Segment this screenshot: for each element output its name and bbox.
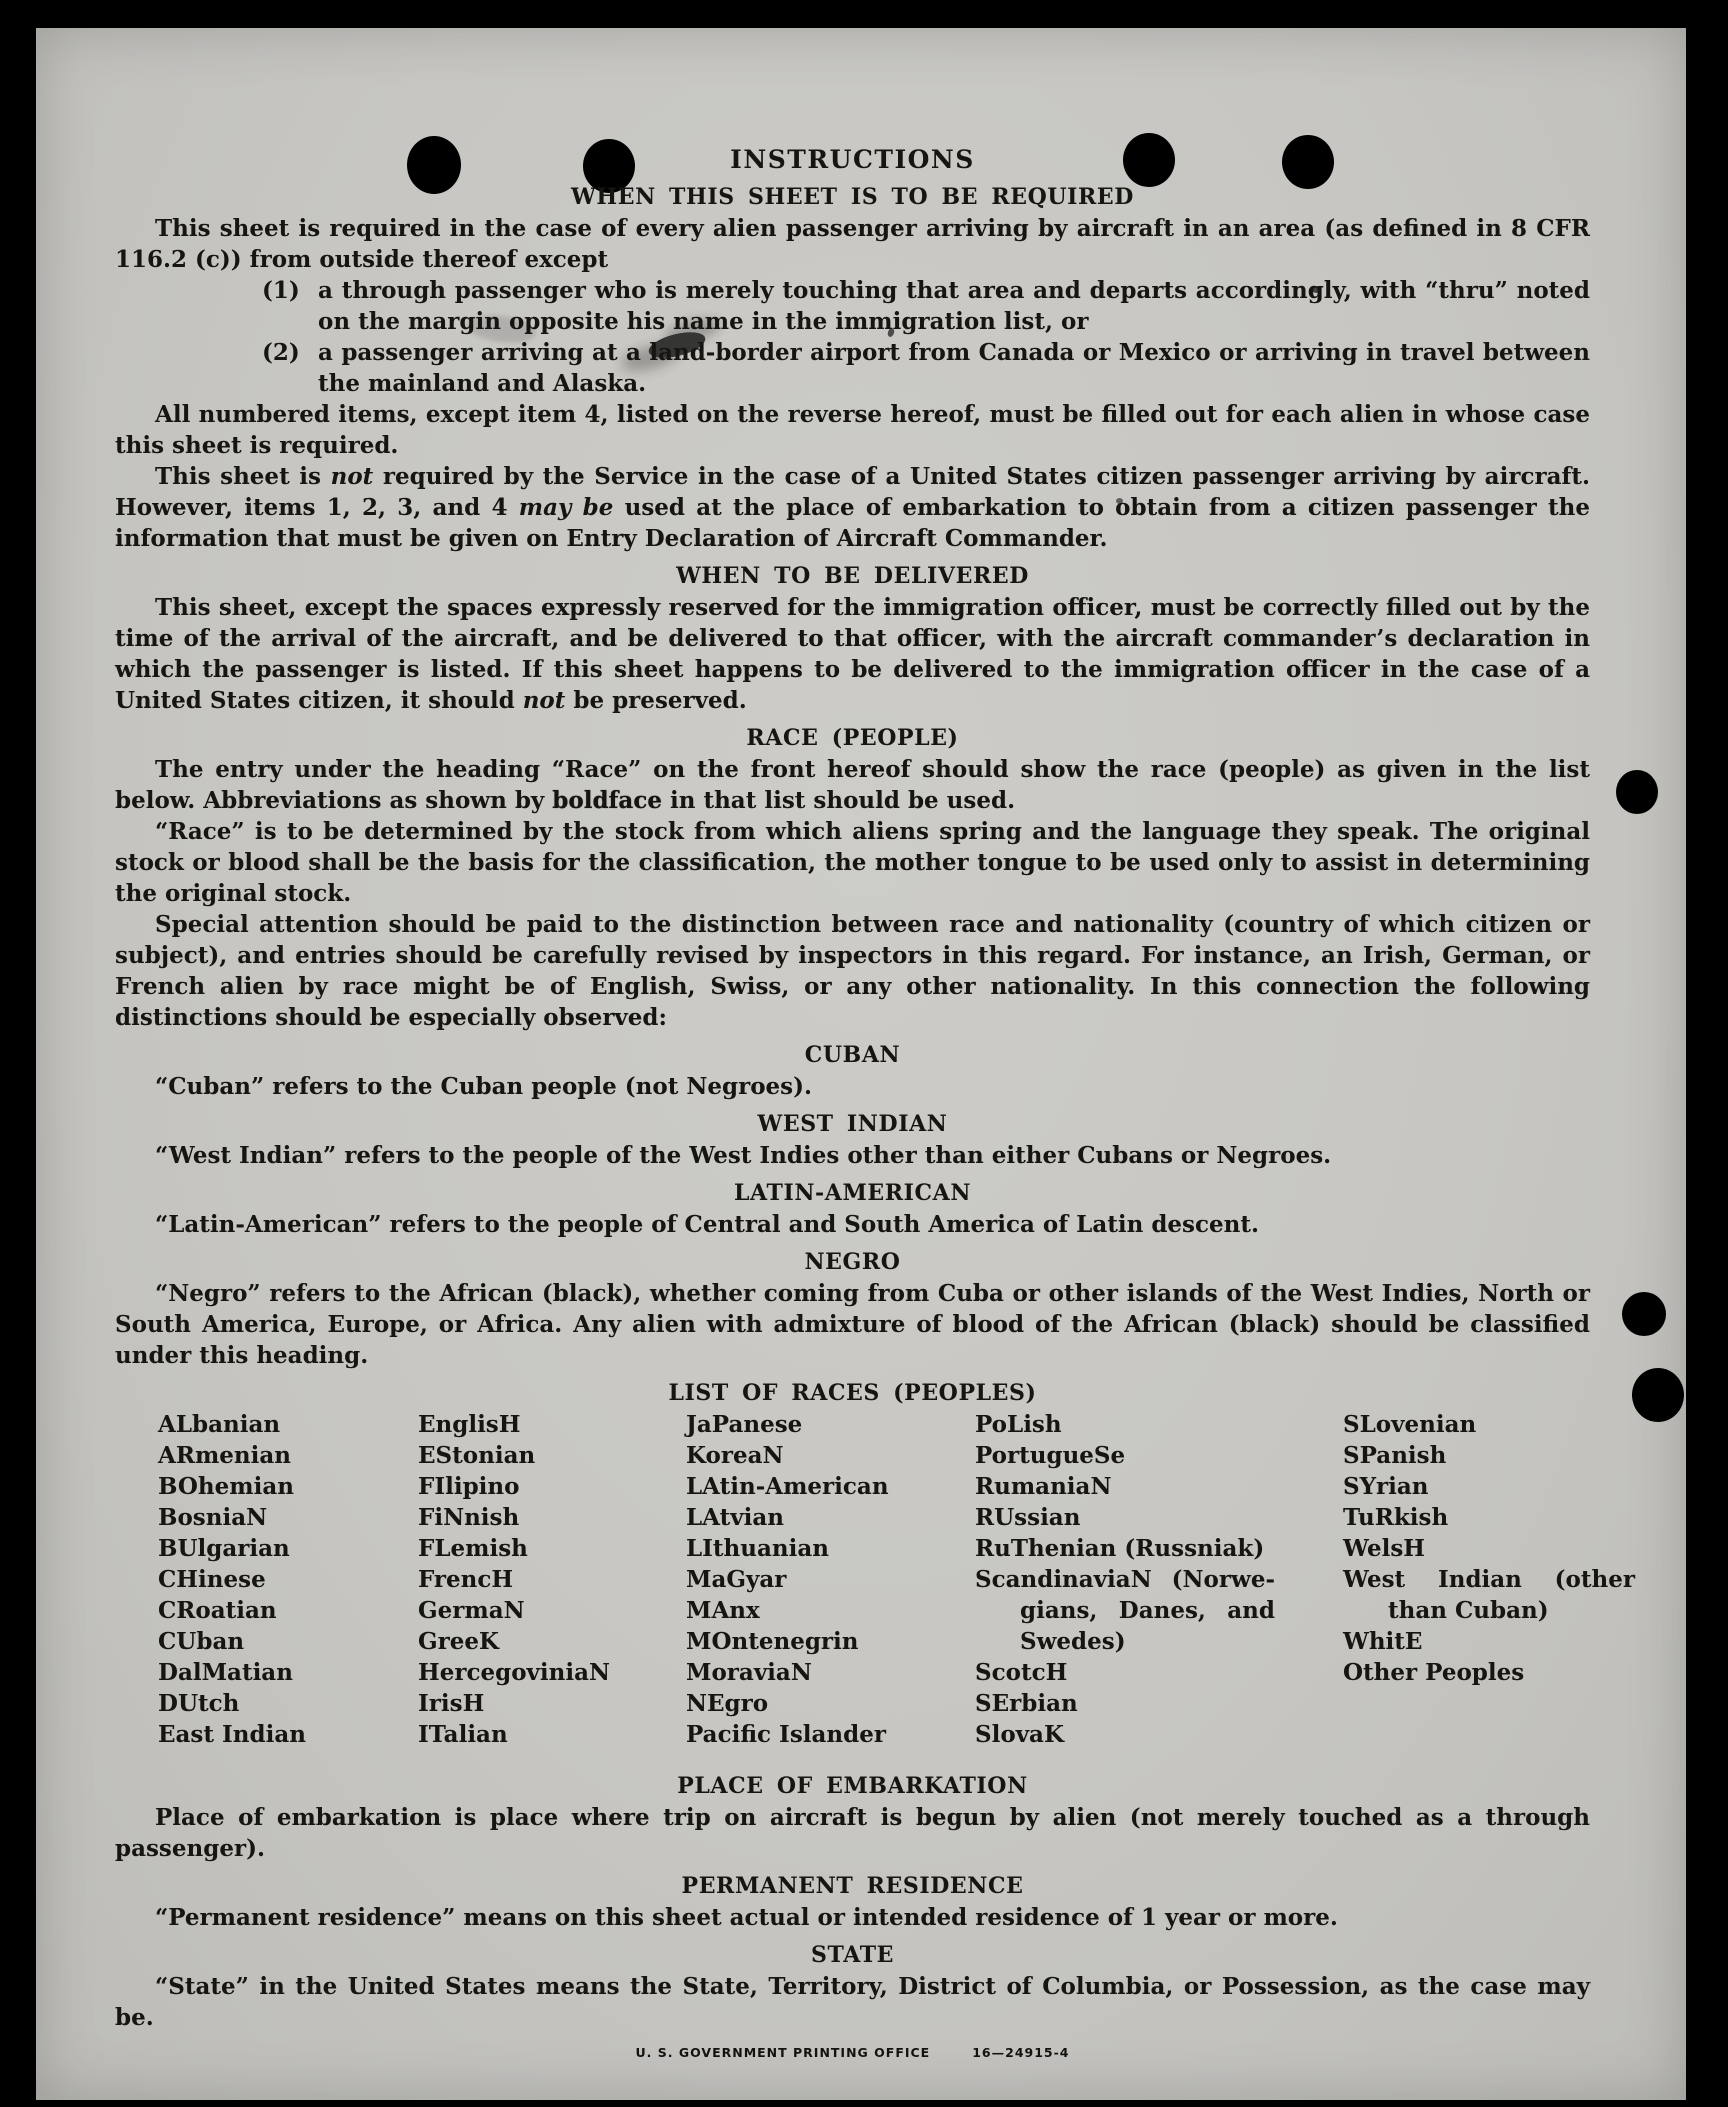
race-item: ScotcH: [975, 1659, 1068, 1686]
race-item: SlovaK: [975, 1721, 1064, 1748]
list-item-1: [115, 275, 1590, 337]
printing-office-code: 16—24915-4: [972, 2045, 1070, 2060]
heading-when-required: WHEN THIS SHEET IS TO BE REQUIRED: [571, 184, 1134, 210]
race-item: CUban: [158, 1628, 245, 1655]
race-item: East Indian: [158, 1721, 306, 1748]
race-item: EStonian: [418, 1442, 536, 1469]
race-item: RuThenian (Russniak): [975, 1535, 1265, 1562]
race-list: [115, 1409, 1635, 1761]
race-item: MAnx: [686, 1597, 760, 1624]
race-item: FiNnish: [418, 1504, 520, 1531]
race-item: GreeK: [418, 1628, 500, 1655]
race-item: KoreaN: [686, 1442, 784, 1469]
race-column-3: [686, 1409, 971, 1750]
race-item: LAtvian: [686, 1504, 784, 1531]
paragraph-numbered-items: All numbered items, except item 4, listed on the reverse hereof, must be filled out for each alien in whose case this sheet is required.: [115, 401, 1590, 459]
paragraph-state: “State” in the United States means the State, Territory, District of Columbia, or Possession, as the case may be.: [115, 1973, 1590, 2031]
punch-hole-icon: [1632, 1368, 1684, 1422]
paragraph-race-nationality: Special attention should be paid to the distinction between race and nationality (country of which citizen or subject), and entries should be carefully revised by inspectors in this regard. For instance, an Irish, German, or French alien by race might be of English, Swiss, or any other nationality. In this connection the following distinctions should be especially observed:: [115, 911, 1590, 1031]
race-column-4: [975, 1409, 1275, 1750]
heading-west-indian: WEST INDIAN: [757, 1111, 948, 1137]
race-item: FrencH: [418, 1566, 514, 1593]
race-column-2: [418, 1409, 676, 1750]
race-column-5: [1343, 1409, 1635, 1688]
race-item: Other Peoples: [1343, 1659, 1525, 1686]
paragraph-not-required: This sheet is not required by the Service in the case of a United States citizen passenger arriving by aircraft. However, items 1, 2, 3, and 4 may be used at the place of embarkation to obtain from a citizen passenger the information that must be given on Entry Declaration of Aircraft Commander.: [115, 463, 1590, 552]
race-item: MOntenegrin: [686, 1628, 859, 1655]
paragraph-race-stock: “Race” is to be determined by the stock from which aliens spring and the language they speak. The original stock or blood shall be the basis for the classification, the mother tongue to be used only to assist in determining the original stock.: [115, 818, 1590, 907]
paragraph-latin-american: “Latin-American” refers to the people of Central and South America of Latin descent.: [155, 1211, 1259, 1238]
heading-latin-american: LATIN-AMERICAN: [733, 1180, 972, 1206]
race-item: ScandinaviaN (Norwegians, Danes, and Swedes): [975, 1566, 1275, 1655]
race-item: IrisH: [418, 1690, 485, 1717]
heading-race-people: RACE (PEOPLE): [746, 725, 959, 751]
race-item: LAtin-American: [686, 1473, 889, 1500]
list-item-2-text: a passenger arriving at a land-border airport from Canada or Mexico or arriving in travel between the mainland and Alaska.: [318, 339, 1590, 397]
paragraph-permanent-residence: “Permanent residence” means on this sheet actual or intended residence of 1 year or more.: [155, 1904, 1338, 1931]
page-title: INSTRUCTIONS: [730, 145, 975, 174]
race-item: HercegoviniaN: [418, 1659, 611, 1686]
punch-hole-icon: [1622, 1292, 1666, 1336]
document-page: [36, 28, 1686, 2100]
race-item: PortugueSe: [975, 1442, 1126, 1469]
heading-negro: NEGRO: [804, 1249, 901, 1275]
race-item: DUtch: [158, 1690, 240, 1717]
race-item: SLovenian: [1343, 1411, 1477, 1438]
race-item: EnglisH: [418, 1411, 521, 1438]
race-item: SPanish: [1343, 1442, 1447, 1469]
paragraph-when-delivered: This sheet, except the spaces expressly reserved for the immigration officer, must be correctly filled out by the time of the arrival of the aircraft, and be delivered to that officer, with the aircraft commander’s declaration in which the passenger is listed. If this sheet happens to be delivered to the immigration officer in the case of a United States citizen, it should not be preserved.: [115, 594, 1590, 714]
race-item: DalMatian: [158, 1659, 293, 1686]
heading-list-of-races: LIST OF RACES (PEOPLES): [668, 1380, 1037, 1406]
race-item: MaGyar: [686, 1566, 787, 1593]
heading-state: STATE: [810, 1942, 895, 1968]
document-content: [115, 28, 1635, 2068]
heading-when-delivered: WHEN TO BE DELIVERED: [676, 563, 1029, 589]
race-item: West Indian (other than Cuban): [1343, 1566, 1635, 1624]
printing-office-imprint: [115, 2037, 1590, 2068]
race-item: NEgro: [686, 1690, 769, 1717]
race-item: ITalian: [418, 1721, 508, 1748]
race-item: WelsH: [1343, 1535, 1426, 1562]
race-item: ARmenian: [158, 1442, 292, 1469]
paragraph-west-indian: “West Indian” refers to the people of the West Indies other than either Cubans or Negroes.: [155, 1142, 1332, 1169]
heading-permanent-residence: PERMANENT RESIDENCE: [681, 1873, 1024, 1899]
race-item: Pacific Islander: [686, 1721, 886, 1748]
printing-office-text: U. S. GOVERNMENT PRINTING OFFICE: [635, 2045, 931, 2060]
list-item-1-number: (1): [262, 277, 300, 304]
race-item: SYrian: [1343, 1473, 1429, 1500]
race-item: LIthuanian: [686, 1535, 829, 1562]
race-item: CHinese: [158, 1566, 266, 1593]
paragraph-required-intro: This sheet is required in the case of every alien passenger arriving by aircraft in an area (as defined in 8 CFR 116.2 (c)) from outside thereof except: [115, 215, 1590, 273]
paragraph-embarkation: Place of embarkation is place where trip on aircraft is begun by alien (not merely touched as a through passenger).: [115, 1804, 1590, 1862]
race-item: SErbian: [975, 1690, 1078, 1717]
paragraph-race-entry: The entry under the heading “Race” on the front hereof should show the race (people) as given in the list below. Abbreviations as shown by boldface in that list should be used.: [115, 756, 1590, 814]
race-column-1: [158, 1409, 408, 1750]
paragraph-cuban: “Cuban” refers to the Cuban people (not Negroes).: [155, 1073, 813, 1100]
race-item: MoraviaN: [686, 1659, 812, 1686]
race-item: FLemish: [418, 1535, 528, 1562]
race-item: BUlgarian: [158, 1535, 290, 1562]
race-item: ALbanian: [158, 1411, 281, 1438]
list-item-2-number: (2): [262, 339, 300, 366]
race-item: GermaN: [418, 1597, 525, 1624]
race-item: RUssian: [975, 1504, 1081, 1531]
punch-hole-icon: [1616, 770, 1658, 814]
race-item: CRoatian: [158, 1597, 277, 1624]
paragraph-negro: “Negro” refers to the African (black), whether coming from Cuba or other islands of the West Indies, North or South America, Europe, or Africa. Any alien with admixture of blood of the African (black) should be classified under this heading.: [115, 1280, 1590, 1369]
heading-place-of-embarkation: PLACE OF EMBARKATION: [677, 1773, 1028, 1799]
race-item: RumaniaN: [975, 1473, 1112, 1500]
list-item-2: [115, 337, 1590, 399]
race-item: JaPanese: [686, 1411, 803, 1438]
race-item: FIlipino: [418, 1473, 520, 1500]
race-item: BOhemian: [158, 1473, 294, 1500]
list-item-1-text: a through passenger who is merely touching that area and departs accordingly, with “thru” noted on the margin opposite his name in the immigration list, or: [318, 277, 1590, 335]
race-item: BosniaN: [158, 1504, 268, 1531]
race-item: TuRkish: [1343, 1504, 1449, 1531]
race-item: PoLish: [975, 1411, 1062, 1438]
race-item: WhitE: [1343, 1628, 1423, 1655]
heading-cuban: CUBAN: [804, 1042, 901, 1068]
